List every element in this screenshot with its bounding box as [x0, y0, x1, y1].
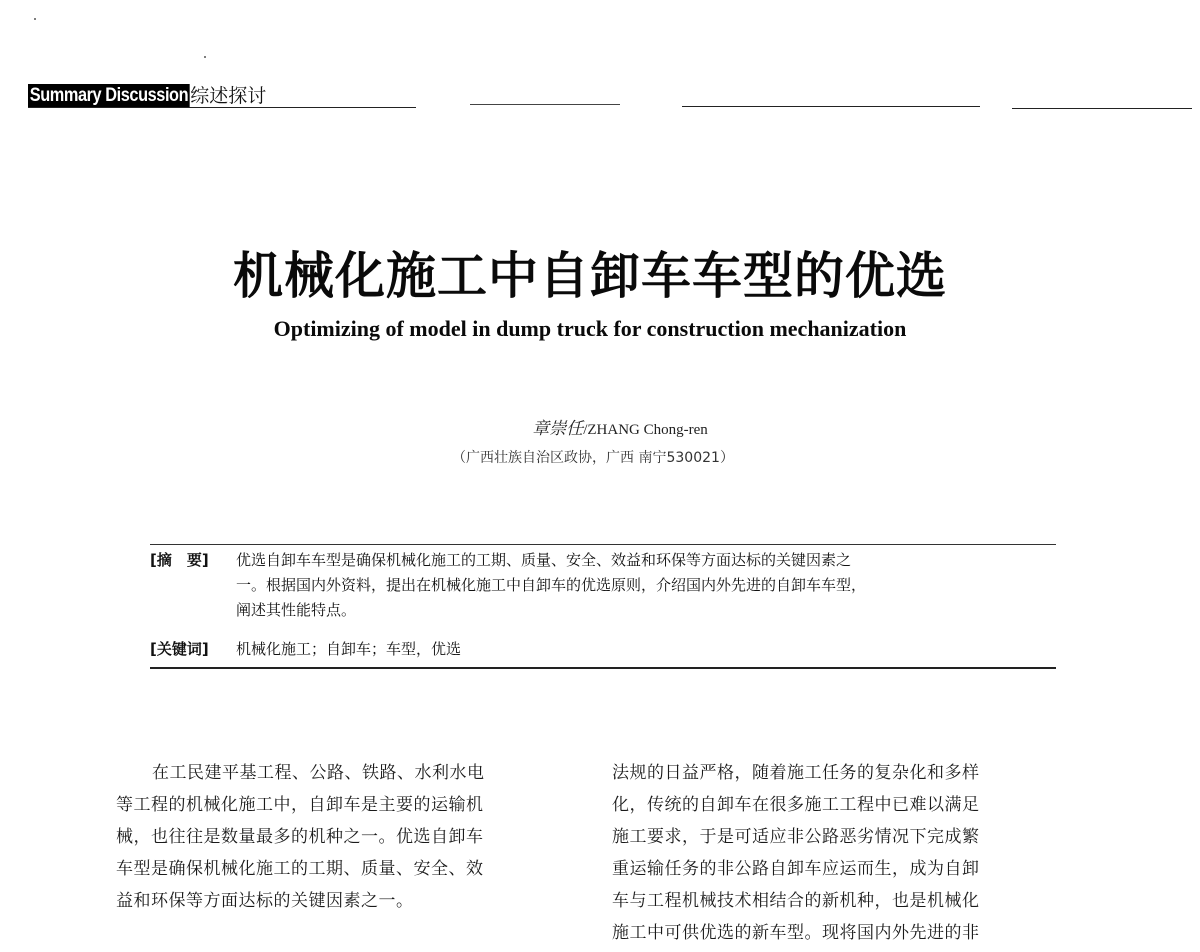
section-label-en: Summary Discussion: [29, 85, 189, 106]
author-name-zh: 章崇任: [532, 419, 584, 439]
author-separator: /: [583, 422, 588, 438]
body-line: 在工民建平基工程、公路、铁路、水利水电: [152, 763, 485, 783]
abstract-bottom-rule: [150, 667, 1056, 669]
author-line: [0, 414, 1200, 439]
abstract-top-rule: [150, 544, 1056, 545]
header-rule: [470, 104, 620, 105]
abstract-line: 一。根据国内外资料，提出在机械化施工中自卸车的优选原则，介绍国内外先进的自卸车车型，: [236, 576, 867, 594]
abstract-label-text: [摘 要]: [150, 551, 209, 569]
abstract-line: 阐述其性能特点。: [236, 601, 357, 619]
body-column-left: [116, 757, 586, 917]
body-line: 法规的日益严格，随着施工任务的复杂化和多样: [612, 763, 980, 783]
article-title-zh: 机械化施工中自卸车车型的优选: [233, 247, 947, 305]
body-line: 施工中可供优选的新车型。现将国内外先进的非: [612, 923, 980, 943]
header-rule: [28, 107, 416, 108]
header-rule: [1012, 108, 1192, 109]
scan-speck: [34, 18, 36, 20]
body-line: 化，传统的自卸车在很多施工工程中已难以满足: [612, 795, 980, 815]
header-rule: [682, 106, 980, 107]
scan-speck: [204, 56, 206, 58]
body-column-right: [612, 757, 1082, 949]
article-title-en: Optimizing of model in dump truck for construction mechanization: [273, 316, 907, 341]
body-line: 等工程的机械化施工中，自卸车是主要的运输机: [116, 795, 484, 815]
body-line: 重运输任务的非公路自卸车应运而生，成为自卸: [612, 859, 980, 879]
keywords-text: 机械化施工；自卸车；车型，优选: [236, 640, 462, 658]
keywords-label: [150, 637, 209, 661]
section-label-zh: 综述探讨: [190, 85, 267, 107]
body-line: 益和环保等方面达标的关键因素之一。: [116, 891, 414, 911]
body-line: 车型是确保机械化施工的工期、质量、安全、效: [116, 859, 484, 879]
body-line: 械，也往往是数量最多的机种之一。优选自卸车: [116, 827, 484, 847]
keywords-label-text: [关键词]: [150, 640, 209, 658]
author-affiliation: （广西壮族自治区政协，广西 南宁530021）: [452, 450, 734, 466]
author-name-en: ZHANG Chong-ren: [587, 422, 708, 438]
abstract-line: 优选自卸车车型是确保机械化施工的工期、质量、安全、效益和环保等方面达标的关键因素之: [236, 551, 852, 569]
section-header: [28, 78, 266, 108]
abstract-label: [150, 548, 209, 572]
body-line: 车与工程机械技术相结合的新机种，也是机械化: [612, 891, 980, 911]
body-line: 施工要求，于是可适应非公路恶劣情况下完成繁: [612, 827, 980, 847]
